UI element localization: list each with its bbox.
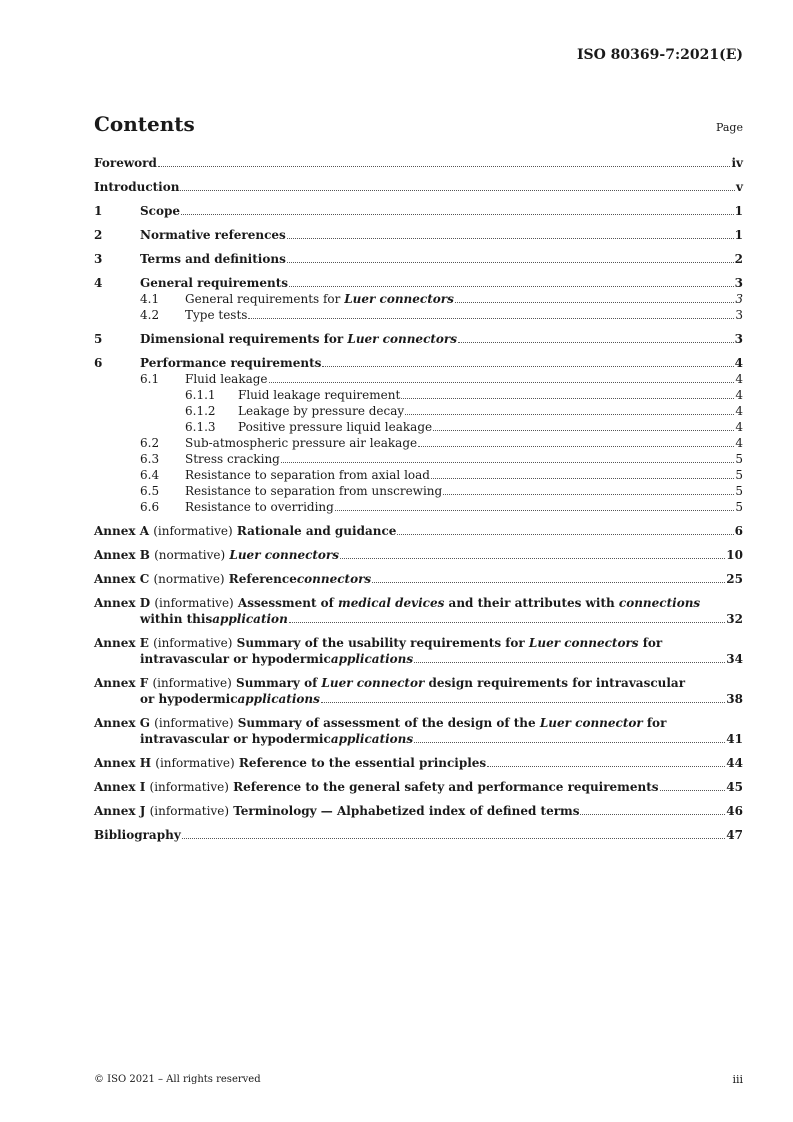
- copyright-notice: © ISO 2021 – All rights reserved: [94, 1074, 261, 1085]
- toc-entry-6-1[interactable]: 6.1 Fluid leakage 4: [140, 372, 743, 386]
- leader-dots: [340, 558, 725, 559]
- toc-entry-clause-4[interactable]: 4 General requirements 3: [94, 276, 743, 290]
- toc-entry-6-1-2[interactable]: 6.1.2 Leakage by pressure decay 4: [185, 404, 743, 418]
- document-reference: ISO 80369-7:2021(E): [576, 47, 743, 63]
- toc-entry-annex-j[interactable]: Annex J (informative) Terminology — Alphabetized index of defined terms 46: [94, 804, 743, 818]
- toc-entry-6-2[interactable]: 6.2 Sub-atmospheric pressure air leakage 4: [140, 436, 743, 450]
- leader-dots: [414, 742, 725, 743]
- leader-dots: [372, 582, 725, 583]
- leader-dots: [182, 838, 726, 839]
- leader-dots: [443, 494, 734, 495]
- leader-dots: [458, 342, 734, 343]
- toc-entry-annex-b[interactable]: Annex B (normative) Luer connectors 10: [94, 548, 743, 562]
- leader-dots: [281, 462, 734, 463]
- leader-dots: [181, 214, 734, 215]
- leader-dots: [287, 238, 734, 239]
- toc-entry-clause-6[interactable]: 6 Performance requirements 4: [94, 356, 743, 370]
- leader-dots: [289, 286, 734, 287]
- leader-dots: [158, 166, 731, 167]
- toc-entry-annex-e[interactable]: Annex E (informative) Summary of the usability requirements for Luer connectors for intravascular or hypodermic applications 34: [94, 636, 743, 666]
- leader-dots: [335, 510, 735, 511]
- leader-dots: [414, 662, 725, 663]
- contents-header: [94, 112, 743, 136]
- page-title: Contents: [94, 112, 195, 136]
- toc-entry-6-1-3[interactable]: 6.1.3 Positive pressure liquid leakage 4: [185, 420, 743, 434]
- leader-dots: [487, 766, 725, 767]
- leader-dots: [580, 814, 725, 815]
- table-of-contents: [94, 155, 743, 843]
- toc-entry-6-4[interactable]: 6.4 Resistance to separation from axial load 5: [140, 468, 743, 482]
- toc-entry-foreword[interactable]: Foreword iv: [94, 156, 743, 170]
- toc-entry-annex-i[interactable]: Annex I (informative) Reference to the general safety and performance requirements 45: [94, 780, 743, 794]
- toc-entry-bibliography[interactable]: Bibliography 47: [94, 828, 743, 842]
- leader-dots: [322, 366, 733, 367]
- leader-dots: [321, 702, 725, 703]
- toc-entry-6-5[interactable]: 6.5 Resistance to separation from unscrewing 5: [140, 484, 743, 498]
- toc-entry-clause-3[interactable]: 3 Terms and definitions 2: [94, 252, 743, 266]
- toc-entry-6-1-1[interactable]: 6.1.1 Fluid leakage requirement 4: [185, 388, 743, 402]
- toc-entry-annex-d[interactable]: Annex D (informative) Assessment of medical devices and their attributes with connections within this application 32: [94, 596, 743, 626]
- leader-dots: [660, 790, 726, 791]
- toc-entry-clause-5[interactable]: 5 Dimensional requirements for Luer connectors 3: [94, 332, 743, 346]
- page-number: iii: [732, 1073, 743, 1086]
- toc-entry-6-3[interactable]: 6.3 Stress cracking 5: [140, 452, 743, 466]
- leader-dots: [433, 430, 734, 431]
- toc-entry-6-6[interactable]: 6.6 Resistance to overriding 5: [140, 500, 743, 514]
- leader-dots: [397, 534, 733, 535]
- leader-dots: [431, 478, 734, 479]
- toc-entry-annex-a[interactable]: Annex A (informative) Rationale and guidance 6: [94, 524, 743, 538]
- toc-entry-clause-2[interactable]: 2 Normative references 1: [94, 228, 743, 242]
- toc-entry-introduction[interactable]: Introduction v: [94, 180, 743, 194]
- leader-dots: [269, 382, 735, 383]
- leader-dots: [180, 190, 735, 191]
- toc-entry-4-2[interactable]: 4.2 Type tests 3: [140, 308, 743, 322]
- leader-dots: [418, 446, 734, 447]
- toc-entry-annex-c[interactable]: Annex C (normative) Reference connectors 25: [94, 572, 743, 586]
- toc-entry-annex-g[interactable]: Annex G (informative) Summary of assessment of the design of the Luer connector for intravascular or hypodermic applications 41: [94, 716, 743, 746]
- leader-dots: [248, 318, 734, 319]
- leader-dots: [401, 398, 734, 399]
- leader-dots: [405, 414, 734, 415]
- leader-dots: [289, 622, 726, 623]
- leader-dots: [455, 302, 735, 303]
- toc-entry-4-1[interactable]: 4.1 General requirements for Luer connectors 3: [140, 292, 743, 306]
- page-column-label: Page: [715, 121, 743, 134]
- toc-entry-clause-1[interactable]: 1 Scope 1: [94, 204, 743, 218]
- leader-dots: [287, 262, 734, 263]
- toc-entry-annex-f[interactable]: Annex F (informative) Summary of Luer connector design requirements for intravascular or hypodermic applications 38: [94, 676, 743, 706]
- toc-entry-annex-h[interactable]: Annex H (informative) Reference to the essential principles 44: [94, 756, 743, 770]
